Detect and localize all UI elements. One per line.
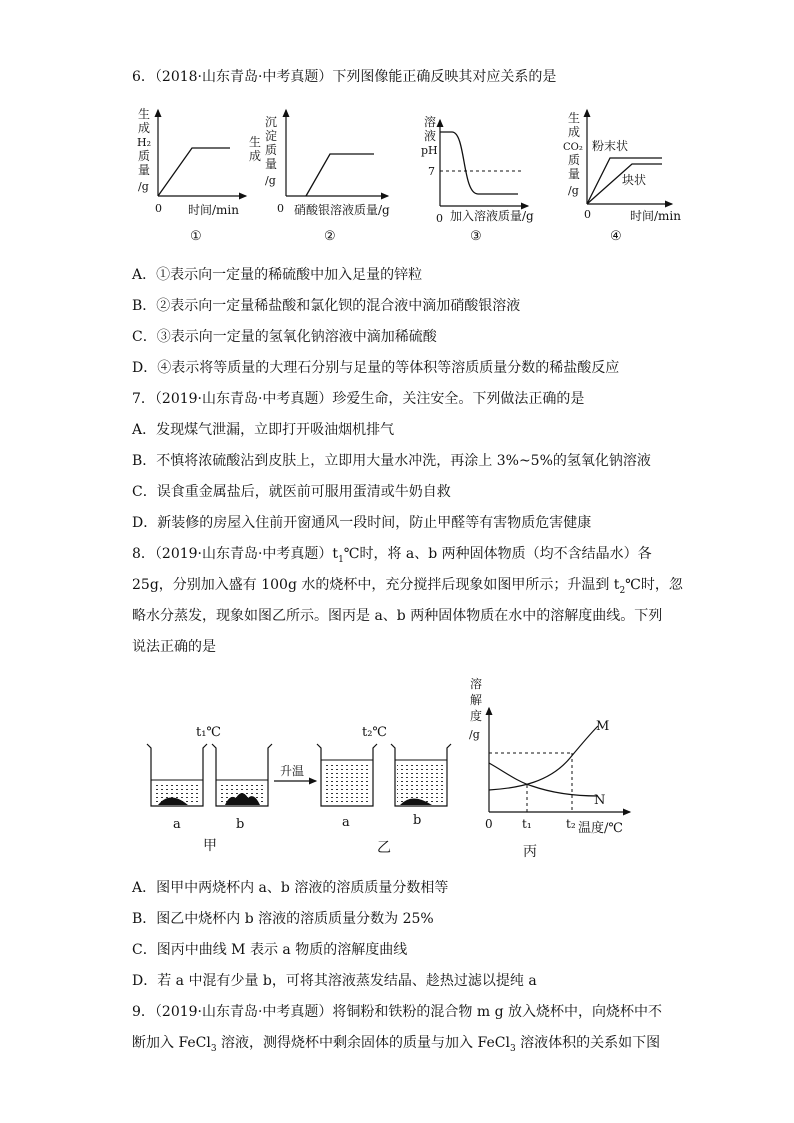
- graph-2-ylabel-a-1: 淀: [265, 129, 278, 143]
- graph-1-caption: ①: [190, 229, 202, 244]
- q6-option-b: B．②表示向一定量稀盐酸和氯化钡的混合液中滴加硝酸银溶液: [132, 298, 521, 314]
- graph-4-ylabel-3: 质: [568, 153, 581, 167]
- q6-graphs: [0, 98, 794, 258]
- graph-3-ylabel-0: 溶: [424, 115, 437, 129]
- graph-1: [137, 106, 246, 244]
- graph-1-ylabel-1: 成: [138, 121, 151, 135]
- graph-2-origin: 0: [277, 202, 284, 215]
- q7-option-c: C．误食重金属盐后，就医前可服用蛋清或牛奶自救: [132, 484, 451, 500]
- graph-ylabel-2: 度: [470, 709, 483, 723]
- graph-2-ylabel-a-4: /g: [265, 174, 276, 187]
- label-bing: 丙: [523, 844, 537, 860]
- curve-N-label: N: [594, 793, 606, 808]
- graph-2: [249, 110, 390, 244]
- graph-1-ylabel-5: /g: [138, 180, 149, 193]
- q7-option-a: A．发现煤气泄漏，立即打开吸油烟机排气: [132, 422, 395, 438]
- q8-option-b: B．图乙中烧杯内 b 溶液的溶质质量分数为 25%: [132, 911, 434, 927]
- label-jia: 甲: [203, 838, 217, 854]
- q8-figure: [0, 668, 794, 868]
- graph-2-ylabel-a-0: 沉: [265, 115, 278, 129]
- graph-1-curve: [158, 148, 230, 196]
- graph-3-caption: ③: [470, 229, 482, 244]
- graph-3-ylabel-2: pH: [421, 144, 438, 157]
- q8-stem-line-1: 8．（2019·山东青岛·中考真题）$t_1℃$时，将 a、b 两种固体物质（均不含结晶水）各: [132, 546, 652, 565]
- graph-4-ylabel-1: 成: [568, 125, 581, 139]
- graph-3-mark: 7: [428, 165, 435, 178]
- graph-2-ylabel-a-2: 质: [265, 143, 278, 157]
- label-t1: t₁℃: [196, 725, 221, 740]
- graph-3-curve: [440, 132, 518, 194]
- q7-stem: 7．（2019·山东青岛·中考真题）珍爱生命，关注安全。下列做法正确的是: [132, 391, 585, 407]
- graph-4-origin: 0: [584, 208, 591, 221]
- graph-1-origin: 0: [155, 202, 162, 215]
- heat-arrow-label: 升温: [280, 764, 305, 778]
- q9-line-2: 断加入 FeCl$_3$ 溶液，测得烧杯中剩余固体的质量与加入 FeCl$_3$ 溶液体积的关系如下图: [132, 1035, 661, 1054]
- graph-1-xlabel: 时间/min: [188, 203, 239, 217]
- graph-3-xlabel: 加入溶液质量/g: [450, 209, 534, 223]
- q8-option-d: D．若 a 中混有少量 b，可将其溶液蒸发结晶、趁热过滤以提纯 a: [132, 973, 537, 989]
- beaker-3-label: a: [342, 815, 350, 830]
- graph-4-ylabel-0: 生: [568, 111, 581, 125]
- graph-t2: t₂: [566, 817, 576, 831]
- q7-option-b: B．不慎将浓硫酸沾到皮肤上，立即用大量水冲洗，再涂上 3%~5%的氢氧化钠溶液: [132, 453, 651, 469]
- q7-option-d: D．新装修的房屋入住前开窗通风一段时间，防止甲醛等有害物质危害健康: [132, 515, 592, 531]
- graph-2-ylabel-b-0: 生: [249, 135, 262, 149]
- graph-3-origin: 0: [436, 212, 443, 225]
- graph-4-label-block: 块状: [622, 173, 647, 187]
- q6-stem: 6．（2018·山东青岛·中考真题）下列图像能正确反映其对应关系的是: [132, 69, 557, 85]
- graph-t1: t₁: [522, 817, 532, 831]
- graph-2-curve: [306, 154, 374, 196]
- graph-2-ylabel-a-3: 量: [265, 157, 278, 171]
- graph-4-ylabel-4: 量: [568, 167, 581, 181]
- q8-stem-line-3: 略水分蒸发，现象如图乙所示。图丙是 a、b 两种固体物质在水中的溶解度曲线。下列: [132, 608, 663, 624]
- graph-4-label-powder: 粉末状: [592, 139, 629, 153]
- graph-4: [563, 110, 681, 244]
- graph-2-caption: ②: [324, 229, 336, 244]
- q8-option-a: A．图甲中两烧杯内 a、b 溶液的溶质质量分数相等: [132, 880, 449, 896]
- graph-1-ylabel-2: H₂: [137, 136, 152, 149]
- graph-2-xlabel: 硝酸银溶液质量/g: [294, 203, 390, 217]
- curve-M: [489, 726, 598, 790]
- graph-1-ylabel-0: 生: [138, 107, 151, 121]
- beaker-4-label: b: [413, 813, 422, 828]
- q6-option-a: A．①表示向一定量的稀硫酸中加入足量的锌粒: [132, 267, 423, 283]
- q8-stem-line-2: 25g，分别加入盛有 100g 水的烧杯中，充分搅拌后现象如图甲所示；升温到 $t_2℃$时，忽: [132, 577, 683, 596]
- graph-ylabel-1: 解: [470, 693, 483, 707]
- graph-1-ylabel-3: 质: [138, 149, 151, 163]
- beaker-2-label: b: [236, 817, 245, 832]
- graph-4-xlabel: 时间/min: [630, 209, 681, 223]
- q8-option-c: C．图丙中曲线 M 表示 a 物质的溶解度曲线: [132, 942, 408, 958]
- graph-ylabel-3: /g: [469, 728, 480, 741]
- beaker-yi-a: [317, 744, 377, 806]
- label-yi: 乙: [377, 840, 391, 856]
- curve-M-label: M: [596, 719, 610, 734]
- graph-3: [421, 114, 534, 244]
- graph-1-ylabel-4: 量: [138, 163, 151, 177]
- q9-line-1: 9．（2019·山东青岛·中考真题）将铜粉和铁粉的混合物 m g 放入烧杯中，向烧杯中不: [132, 1004, 663, 1020]
- q6-option-d: D．④表示将等质量的大理石分别与足量的等体积等溶质质量分数的稀盐酸反应: [132, 360, 620, 376]
- graph-4-ylabel-2: CO₂: [563, 142, 583, 153]
- curve-N: [489, 763, 598, 796]
- beaker-jia-b: [212, 744, 272, 806]
- q6-option-c: C．③表示向一定量的氢氧化钠溶液中滴加稀硫酸: [132, 329, 437, 345]
- graph-3-ylabel-1: 液: [424, 129, 437, 143]
- label-t2: t₂℃: [362, 725, 387, 740]
- graph-ylabel-0: 溶: [470, 677, 483, 691]
- q8-stem-line-4: 说法正确的是: [132, 639, 216, 655]
- beaker-yi-b: [391, 744, 451, 806]
- graph-xlabel: 温度/℃: [578, 821, 623, 836]
- solubility-graph: [469, 676, 630, 836]
- beaker-jia-a: [147, 744, 207, 806]
- graph-2-ylabel-b-1: 成: [249, 149, 262, 163]
- graph-4-ylabel-5: /g: [568, 184, 579, 197]
- graph-origin: 0: [485, 817, 493, 831]
- beaker-1-label: a: [173, 817, 181, 832]
- graph-4-caption: ④: [610, 229, 622, 244]
